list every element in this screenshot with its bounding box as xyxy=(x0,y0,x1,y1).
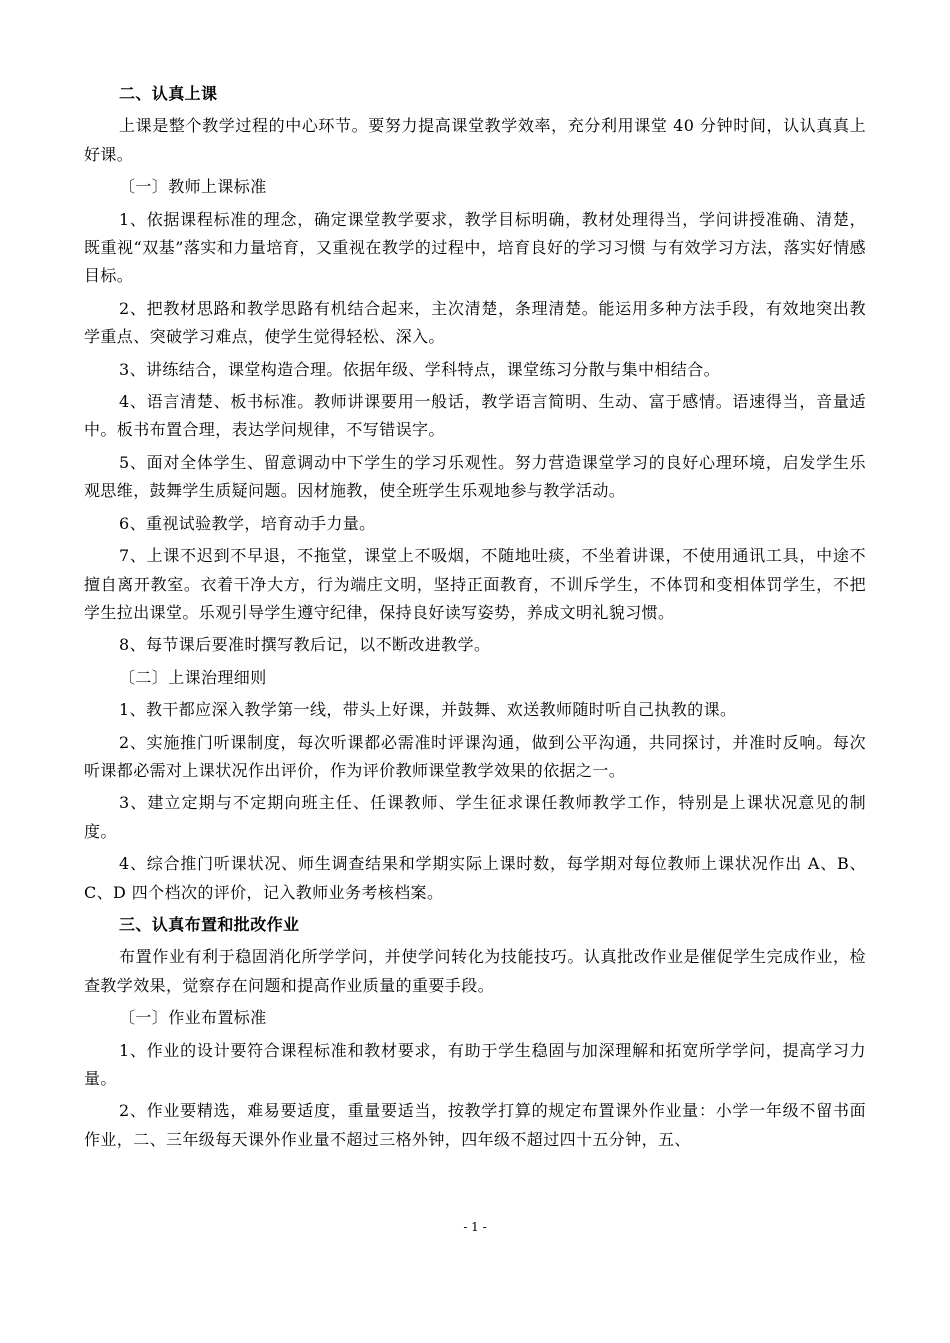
body-paragraph: 2、作业要精选，难易要适度，重量要适当，按教学打算的规定布置课外作业量：小学一年级不留书面作业，二、三年级每天课外作业量不超过三格外钟，四年级不超过四十五分钟，五、 xyxy=(84,1101,866,1149)
body-paragraph: 1、依据课程标准的理念，确定课堂教学要求，教学目标明确，教材处理得当，学问讲授准确、清楚，既重视“双基”落实和力量培育，又重视在教学的过程中，培育良好的学习习惯 与有效学习方法，落实好情感目标。 xyxy=(84,209,866,286)
body-paragraph: 7、上课不迟到不早退，不拖堂，课堂上不吸烟，不随地吐痰，不坐着讲课，不使用通讯工具，中途不擅自离开教室。衣着干净大方，行为端庄文明，坚持正面教育，不训斥学生，不体罚和变相体罚学生，不把学生拉出课堂。乐观引导学生遵守纪律，保持良好读写姿势，养成文明礼貌习惯。 xyxy=(84,546,866,622)
document-body xyxy=(84,80,866,1158)
subsection-heading: 〔一〕教师上课标准 xyxy=(119,177,267,197)
body-paragraph: 6、重视试验教学，培育动手力量。 xyxy=(119,513,376,533)
body-paragraph: 2、把教材思路和教学思路有机结合起来，主次清楚，条理清楚。能运用多种方法手段，有效地突出教学重点、突破学习难点，使学生觉得轻松、深入。 xyxy=(84,298,866,347)
body-paragraph: 8、每节课后要准时撰写教后记，以不断改进教学。 xyxy=(119,635,491,655)
section-heading: 三、认真布置和批改作业 xyxy=(119,914,300,934)
body-paragraph: 4、综合推门听课状况、师生调查结果和学期实际上课时数，每学期对每位教师上课状况作出 A、B、C、D 四个档次的评价，记入教师业务考核档案。 xyxy=(84,854,866,902)
body-paragraph: 3、讲练结合，课堂构造合理。依据年级、学科特点，课堂练习分散与集中相结合。 xyxy=(119,359,720,379)
body-paragraph: 1、教干都应深入教学第一线，带头上好课，并鼓舞、欢送教师随时听自己执教的课。 xyxy=(119,700,737,720)
body-paragraph: 3、建立定期与不定期向班主任、任课教师、学生征求课任教师教学工作，特别是上课状况意见的制度。 xyxy=(84,793,866,841)
body-paragraph: 布置作业有利于稳固消化所学学问，并使学问转化为技能技巧。认真批改作业是催促学生完成作业，检查教学效果，觉察存在问题和提高作业质量的重要手段。 xyxy=(84,947,866,995)
body-paragraph: 2、实施推门听课制度，每次听课都必需准时评课沟通，做到公平沟通，共同探讨，并准时反响。每次听课都必需对上课状况作出评价，作为评价教师课堂教学效果的依据之一。 xyxy=(84,732,866,780)
body-paragraph: 4、语言清楚、板书标准。教师讲课要用一般话，教学语言简明、生动、富于感情。语速得当，音量适中。板书布置合理，表达学问规律，不写错误字。 xyxy=(84,392,866,440)
section-heading: 二、认真上课 xyxy=(119,84,218,103)
body-paragraph: 上课是整个教学过程的中心环节。要努力提高课堂教学效率，充分利用课堂 40 分钟时间，认认真真上好课。 xyxy=(84,116,866,164)
subsection-heading: 〔一〕作业布置标准 xyxy=(119,1008,267,1028)
subsection-heading: 〔二〕上课治理细则 xyxy=(119,667,267,687)
page-number: - 1 - xyxy=(463,1220,487,1234)
body-paragraph: 1、作业的设计要符合课程标准和教材要求，有助于学生稳固与加深理解和拓宽所学学问，提高学习力量。 xyxy=(84,1040,866,1088)
body-paragraph: 5、面对全体学生、留意调动中下学生的学习乐观性。努力营造课堂学习的良好心理环境，启发学生乐观思维，鼓舞学生质疑问题。因材施教，使全班学生乐观地参与教学活动。 xyxy=(84,452,866,501)
